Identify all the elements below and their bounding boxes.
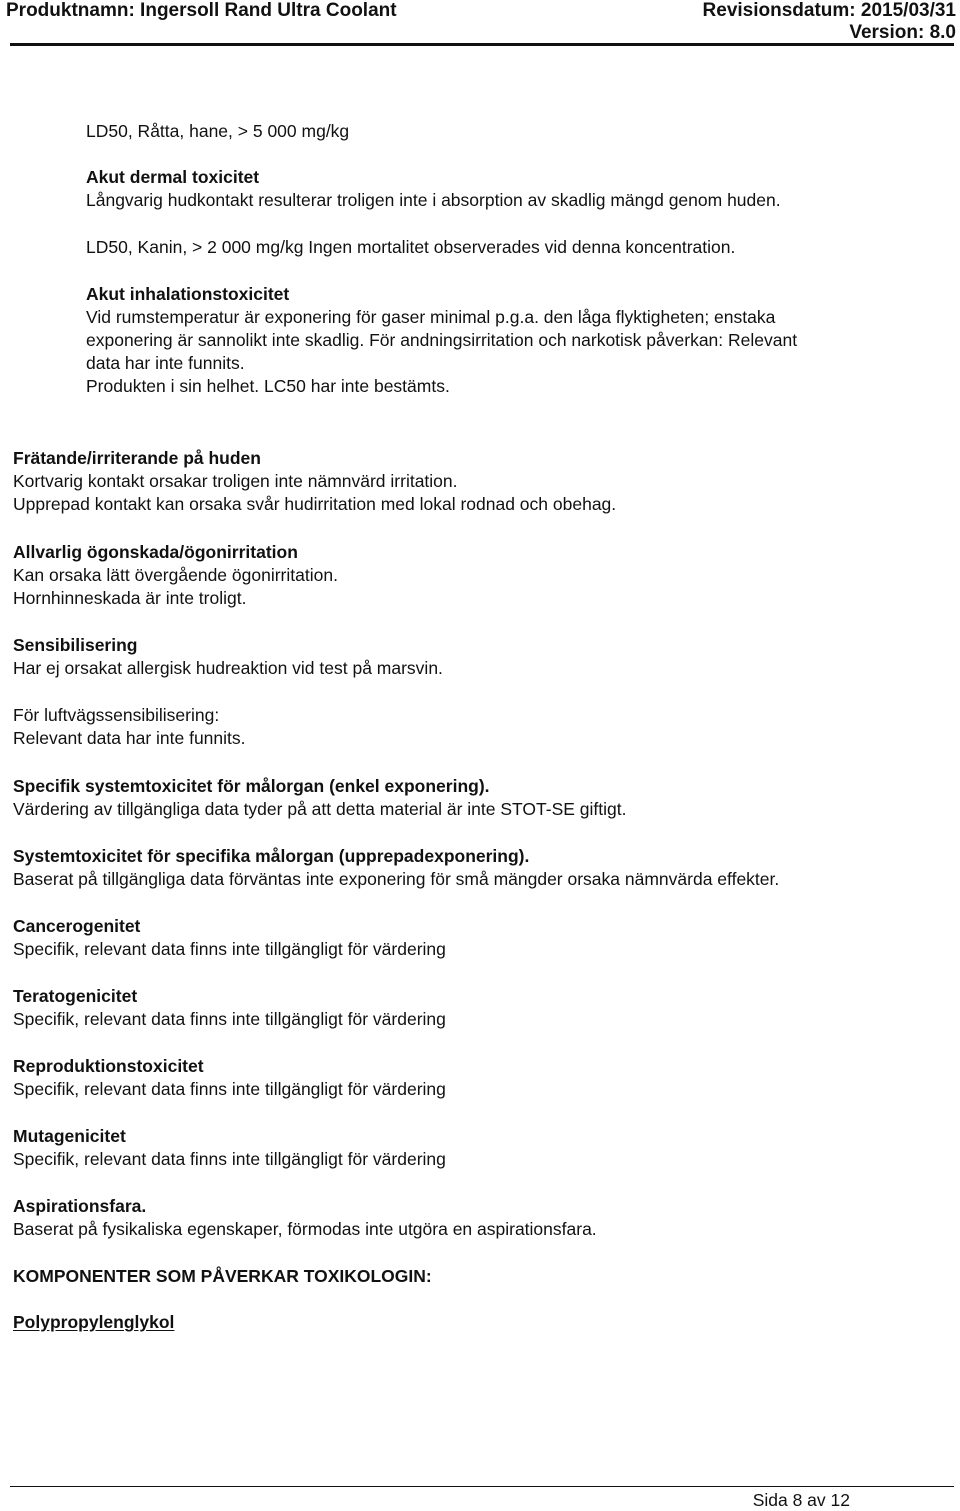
skin-heading: Frätande/irriterande på huden: [13, 448, 261, 468]
sensitization-section: [13, 634, 443, 680]
acute-dermal-ld50: LD50, Kanin, > 2 000 mg/kg Ingen mortalitet observerades vid denna koncentration.: [86, 237, 736, 257]
eye-line2: Hornhinneskada är inte troligt.: [13, 588, 247, 608]
stot-se-heading: Specifik systemtoxicitet för målorgan (enkel exponering).: [13, 776, 490, 796]
acute-inhalation-line3: data har inte funnits.: [86, 353, 245, 373]
skin-line1: Kortvarig kontakt orsakar troligen inte nämnvärd irritation.: [13, 471, 458, 491]
acute-inhalation-line4: Produkten i sin helhet. LC50 har inte bestämts.: [86, 376, 450, 396]
sensitization-line1: Har ej orsakat allergisk hudreaktion vid test på marsvin.: [13, 658, 443, 678]
revision-info: [703, 0, 956, 44]
respiratory-sensitization: [13, 704, 246, 750]
skin-line2: Upprepad kontakt kan orsaka svår hudirritation med lokal rodnad och obehag.: [13, 494, 617, 514]
eye-heading: Allvarlig ögonskada/ögonirritation: [13, 542, 298, 562]
stot-re-line1: Baserat på tillgängliga data förväntas inte exponering för små mängder orsaka nämnvärda effekter.: [13, 869, 780, 889]
reproductive-section: [13, 1055, 446, 1101]
stot-se-section: [13, 775, 626, 821]
revision-date: Revisionsdatum: 2015/03/31: [702, 0, 956, 21]
aspiration-heading: Aspirationsfara.: [13, 1196, 147, 1216]
skin-section: [13, 447, 616, 516]
eye-line1: Kan orsaka lätt övergående ögonirritation.: [13, 565, 338, 585]
carcinogenicity-line1: Specifik, relevant data finns inte tillgängligt för värdering: [13, 939, 446, 959]
stot-se-line1: Värdering av tillgängliga data tyder på att detta material är inte STOT-SE giftigt.: [13, 799, 627, 819]
mutagenicity-line1: Specifik, relevant data finns inte tillgängligt för värdering: [13, 1149, 446, 1169]
sensitization-heading: Sensibilisering: [13, 635, 138, 655]
acute-oral-line: LD50, Råtta, hane, > 5 000 mg/kg: [86, 121, 350, 141]
acute-inhalation-line1: Vid rumstemperatur är exponering för gaser minimal p.g.a. den låga flyktigheten; enstaka: [86, 307, 776, 327]
aspiration-line1: Baserat på fysikaliska egenskaper, förmodas inte utgöra en aspirationsfara.: [13, 1219, 597, 1239]
teratogenicity-section: [13, 985, 446, 1031]
product-name: Produktnamn: Ingersoll Rand Ultra Coolant: [6, 0, 397, 21]
header-rule: [10, 43, 954, 46]
sensitization-line3: Relevant data har inte funnits.: [13, 728, 246, 748]
page-number: Sida 8 av 12: [752, 1490, 850, 1510]
teratogenicity-heading: Teratogenicitet: [13, 986, 138, 1006]
acute-dermal-section: [86, 166, 781, 212]
reproductive-heading: Reproduktionstoxicitet: [13, 1056, 204, 1076]
sensitization-line2: För luftvägssensibilisering:: [13, 705, 220, 725]
acute-inhalation-section: [86, 283, 797, 398]
reproductive-line1: Specifik, relevant data finns inte tillgängligt för värdering: [13, 1079, 446, 1099]
footer-rule: [10, 1486, 954, 1487]
acute-inhalation-line2: exponering är sannolikt inte skadlig. För andningsirritation och narkotisk påverkan: Relevant: [86, 330, 798, 350]
carcinogenicity-heading: Cancerogenitet: [13, 916, 141, 936]
mutagenicity-section: [13, 1125, 446, 1171]
page-header: [0, 0, 960, 48]
aspiration-section: [13, 1195, 597, 1241]
stot-re-section: [13, 845, 779, 891]
components-heading: KOMPONENTER SOM PÅVERKAR TOXIKOLOGIN:: [13, 1266, 432, 1286]
teratogenicity-line1: Specifik, relevant data finns inte tillgängligt för värdering: [13, 1009, 446, 1029]
stot-re-heading: Systemtoxicitet för specifika målorgan (upprepadexponering).: [13, 846, 530, 866]
eye-section: [13, 541, 338, 610]
version: Version: 8.0: [849, 22, 956, 43]
mutagenicity-heading: Mutagenicitet: [13, 1126, 126, 1146]
component-name: Polypropylenglykol: [13, 1312, 175, 1332]
carcinogenicity-section: [13, 915, 446, 961]
acute-dermal-line1: Långvarig hudkontakt resulterar troligen inte i absorption av skadlig mängd genom huden.: [86, 190, 781, 210]
acute-dermal-heading: Akut dermal toxicitet: [86, 167, 260, 187]
acute-inhalation-heading: Akut inhalationstoxicitet: [86, 284, 290, 304]
